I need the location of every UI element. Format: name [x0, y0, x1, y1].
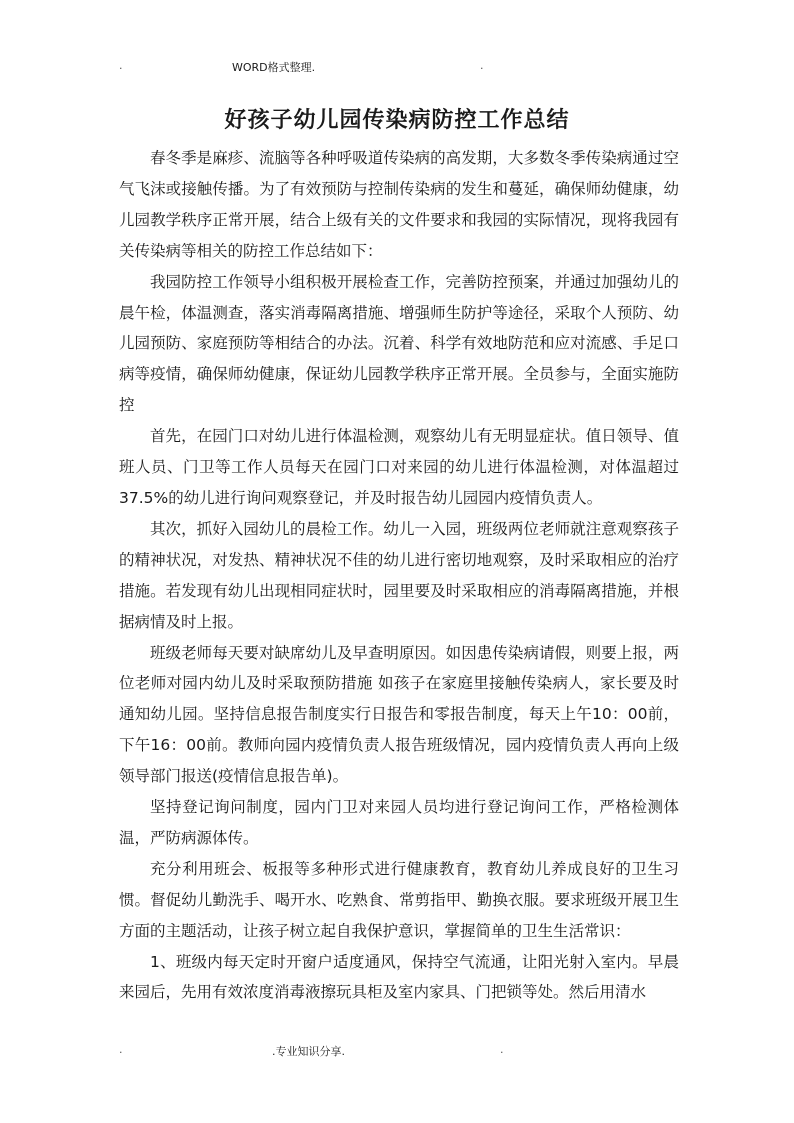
footer-dot-left: .: [119, 1043, 123, 1056]
paragraph-item-1: 1、班级内每天定时开窗户适度通风，保持空气流通，让阳光射入室内。早晨来园后，先用有效浓度消毒液擦玩具柜及室内家具、门把锁等处。然后用清水: [119, 952, 679, 1002]
footer-label: .专业知识分享.: [272, 1045, 345, 1058]
document-title: 好孩子幼儿园传染病防控工作总结: [224, 107, 570, 133]
footer-dot-right: .: [500, 1043, 504, 1056]
page-footer: [0, 1041, 794, 1061]
paragraph-intro: 春冬季是麻疹、流脑等各种呼吸道传染病的高发期，大多数冬季传染病通过空气飞沫或接触传播。为了有效预防与控制传染病的发生和蔓延，确保师幼健康，幼儿园教学秩序正常开展，结合上级有关的文件要求和我园的实际情况，现将我园有关传染病等相关的防控工作总结如下：: [119, 149, 679, 260]
paragraph-registration: 坚持登记询问制度，园内门卫对来园人员均进行登记询问工作，严格检测体温，严防病源体传。: [119, 798, 679, 847]
paragraph-prevention-team: 我园防控工作领导小组积极开展检查工作，完善防控预案，并通过加强幼儿的晨午检，体温测查，落实消毒隔离措施、增强师生防护等途径，采取个人预防、幼儿园预防、家庭预防等相结合的办法。沉着、科学有效地防范和应对流感、手足口病等疫情，确保师幼健康，保证幼儿园教学秩序正常开展。全员参与，全面实施防控: [119, 272, 679, 415]
page-header: [0, 57, 794, 77]
document-body: [119, 143, 679, 1008]
header-dot-right: .: [480, 59, 484, 72]
paragraph-absence: 班级老师每天要对缺席幼儿及早查明原因。如因患传染病请假，则要上报，两位老师对园内幼儿及时采取预防措施 如孩子在家庭里接触传染病人，家长要及时通知幼儿园。坚持信息报告制度实行日报告和零报告制度，每天上午10：00前，下午16：00前。教师向园内疫情负责人报告班级情况，园内疫情负责人再向上级领导部门报送(疫情信息报告单)。: [119, 643, 679, 786]
paragraph-second: 其次，抓好入园幼儿的晨检工作。幼儿一入园，班级两位老师就注意观察孩子的精神状况，对发热、精神状况不佳的幼儿进行密切地观察，及时采取相应的治疗措施。若发现有幼儿出现相同症状时，园里要及时采取相应的消毒隔离措施，并根据病情及时上报。: [119, 519, 679, 631]
header-dot-left: .: [119, 59, 123, 72]
paragraph-health-education: 充分利用班会、板报等多种形式进行健康教育，教育幼儿养成良好的卫生习惯。督促幼儿勤洗手、喝开水、吃熟食、常剪指甲、勤换衣服。要求班级开展卫生方面的主题活动，让孩子树立起自我保护意识，掌握简单的卫生生活常识：: [119, 859, 679, 940]
header-label: WORD格式整理.: [232, 61, 316, 74]
paragraph-first: 首先，在园门口对幼儿进行体温检测，观察幼儿有无明显症状。值日领导、值班人员、门卫等工作人员每天在园门口对来园的幼儿进行体温检测，对体温超过37.5%的幼儿进行询问观察登记，并及时报告幼儿园园内疫情负责人。: [119, 427, 679, 507]
